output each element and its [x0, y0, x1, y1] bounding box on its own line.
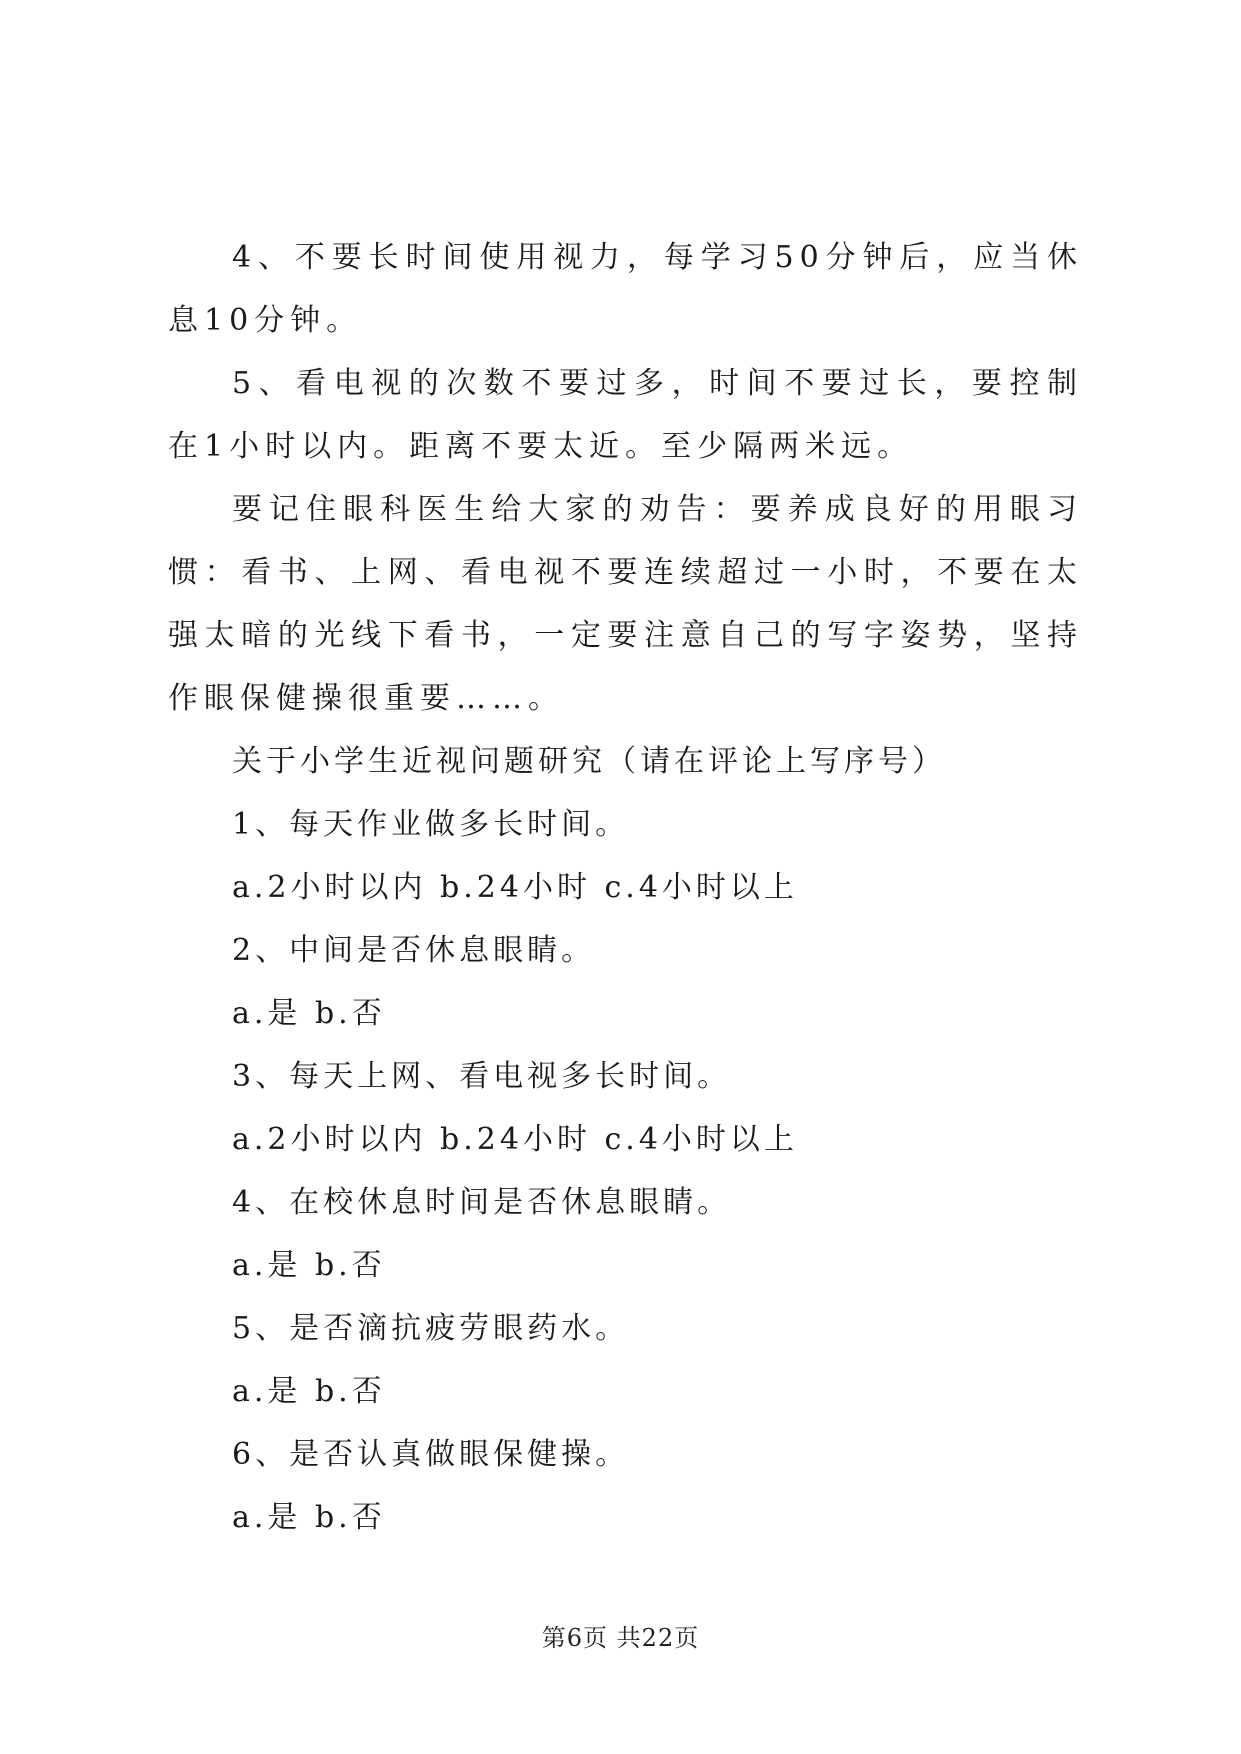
survey-question: 5、是否滴抗疲劳眼药水。 — [232, 1311, 630, 1346]
survey-question: 2、中间是否休息眼睛。 — [232, 933, 596, 968]
paragraph-tip-4: 4、不要长时间使用视力，每学习50分钟后，应当休息10分钟。 — [168, 240, 1083, 338]
survey-question: 4、在校休息时间是否休息眼睛。 — [232, 1185, 732, 1220]
survey-options: a.是 b.否 — [232, 1248, 386, 1283]
document-body — [168, 226, 1083, 1549]
survey-options: a.2小时以内 b.24小时 c.4小时以上 — [232, 870, 798, 905]
survey-question: 1、每天作业做多长时间。 — [232, 807, 630, 842]
survey-options: a.是 b.否 — [232, 996, 386, 1031]
survey-options: a.2小时以内 b.24小时 c.4小时以上 — [232, 1122, 798, 1157]
survey-question: 3、每天上网、看电视多长时间。 — [232, 1059, 732, 1094]
paragraph-doctor-advice: 要记住眼科医生给大家的劝告：要养成良好的用眼习惯：看书、上网、看电视不要连续超过一小时，不要在太强太暗的光线下看书，一定要注意自己的写字姿势，坚持作眼保健操很重要……。 — [168, 492, 1083, 716]
survey-question: 6、是否认真做眼保健操。 — [232, 1437, 630, 1472]
survey-options: a.是 b.否 — [232, 1374, 386, 1409]
survey-title: 关于小学生近视问题研究（请在评论上写序号） — [232, 744, 946, 779]
paragraph-tip-5: 5、看电视的次数不要过多，时间不要过长，要控制在1小时以内。距离不要太近。至少隔两米远。 — [168, 366, 1083, 464]
survey-options: a.是 b.否 — [232, 1500, 386, 1535]
page-number-footer: 第6页 共22页 — [541, 1624, 700, 1652]
